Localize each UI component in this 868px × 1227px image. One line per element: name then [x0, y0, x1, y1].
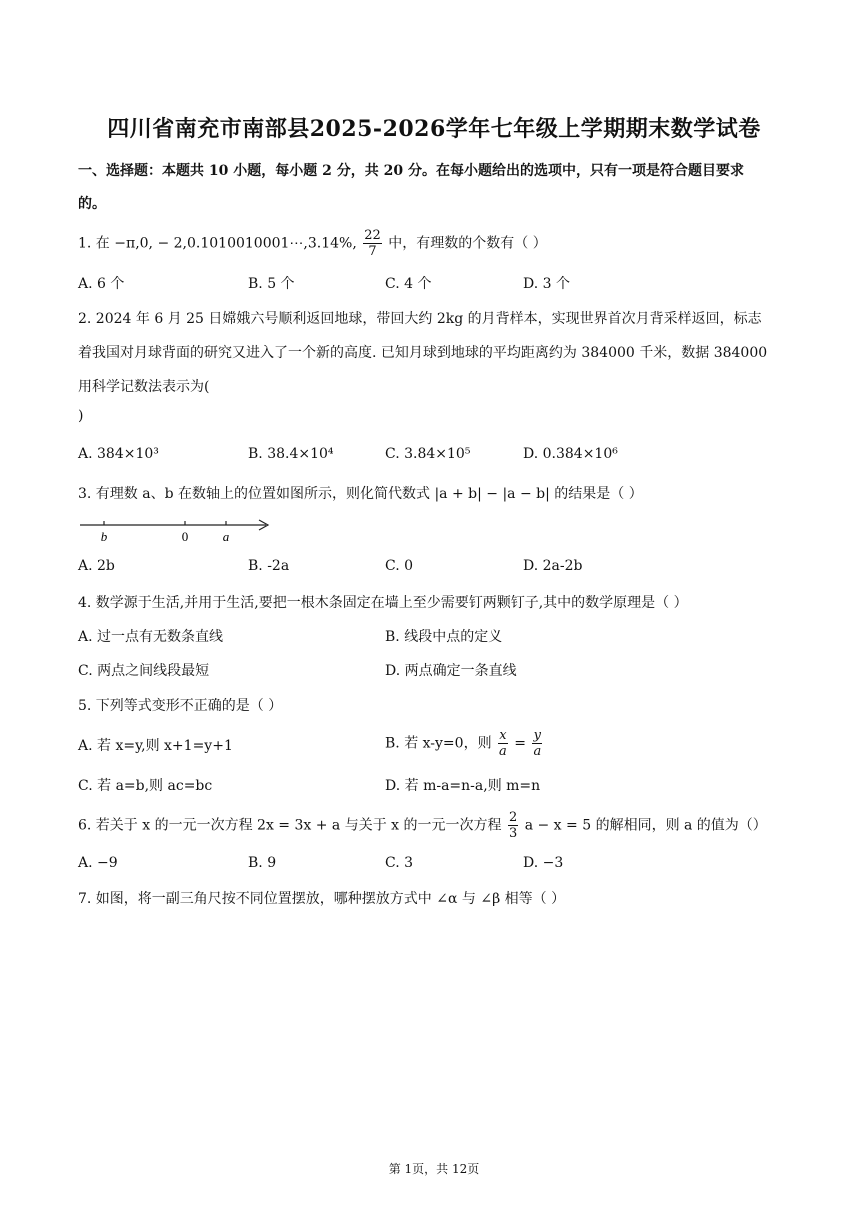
q6-stem: [78, 810, 767, 841]
q6-fraction: [508, 810, 518, 841]
q1-fraction: [363, 228, 382, 259]
q2-option-c: C. 3.84×10⁵: [385, 446, 471, 462]
q3-option-b: B. -2a: [248, 558, 290, 574]
q2-option-d: D. 0.384×10⁶: [523, 446, 618, 462]
q1-option-a: A. 6 个: [78, 276, 125, 292]
q5-optb-text: B. 若 x-y=0，则: [385, 735, 492, 752]
page-footer: 第 1页，共 12页: [388, 1162, 480, 1176]
q5-option-c: C. 若 a=b,则 ac=bc: [78, 778, 213, 794]
q1-frac-den: 7: [368, 244, 377, 259]
q3-option-c: C. 0: [385, 558, 414, 574]
label-a: a: [222, 529, 230, 544]
question-1-stem: [78, 228, 547, 259]
q4-stem: 4. 数学源于生活,并用于生活,要把一根木条固定在墙上至少需要钉两颗钉子,其中的数学原理是（ ）: [78, 595, 688, 611]
q5-frac-y-den: a: [533, 744, 542, 759]
q4-option-a: A. 过一点有无数条直线: [78, 629, 224, 645]
q2-line2: 着我国对月球背面的研究又进入了一个新的高度. 已知月球到地球的平均距离约为 384000 千米，数据 384000: [78, 345, 768, 361]
q5-optb-frac-x: [498, 728, 508, 759]
q6-option-b: B. 9: [248, 855, 277, 871]
q6-option-c: C. 3: [385, 855, 414, 871]
q4-option-d: D. 两点确定一条直线: [385, 663, 517, 679]
q1-stem-part-b: 中，有理数的个数有（ ）: [388, 235, 547, 252]
q5-frac-x-num: x: [499, 728, 507, 743]
q4-option-b: B. 线段中点的定义: [385, 629, 503, 645]
q5-option-a: A. 若 x=y,则 x+1=y+1: [78, 738, 233, 754]
q1-stem-part-a: 1. 在 −π,0, − 2,0.1010010001⋯,3.14%,: [78, 235, 357, 252]
q5-optb-equals: =: [514, 735, 526, 752]
q5-option-b: [385, 728, 544, 759]
q1-frac-num: 22: [364, 228, 381, 243]
q6-stem-part-b: a − x = 5 的解相同，则 a 的值为（）: [524, 817, 767, 834]
number-line-figure: [78, 513, 278, 553]
q2-line1: 2. 2024 年 6 月 25 日嫦娥六号顺利返回地球，带回大约 2kg 的月背样本，实现世界首次月背采样返回，标志: [78, 311, 762, 327]
q1-option-c: C. 4 个: [385, 276, 432, 292]
q1-option-d: D. 3 个: [523, 276, 570, 292]
section1-heading-line2: 的。: [78, 196, 106, 212]
q3-stem: 3. 有理数 a、b 在数轴上的位置如图所示，则化简代数式 |a + b| − |a − b| 的结果是（ ）: [78, 486, 643, 502]
q6-stem-part-a: 6. 若关于 x 的一元一次方程 2x = 3x + a 与关于 x 的一元一次方程: [78, 817, 502, 834]
q1-option-b: B. 5 个: [248, 276, 295, 292]
q4-option-c: C. 两点之间线段最短: [78, 663, 210, 679]
q2-line4: ): [78, 408, 84, 424]
q6-option-a: A. −9: [78, 855, 118, 871]
page-title: 四川省南充市南部县2025-2026学年七年级上学期期末数学试卷: [107, 116, 761, 142]
q3-option-a: A. 2b: [78, 558, 115, 574]
q2-option-a: A. 384×10³: [78, 446, 159, 462]
q5-optb-frac-y: [532, 728, 542, 759]
q5-frac-x-den: a: [499, 744, 507, 759]
q5-option-d: D. 若 m-a=n-a,则 m=n: [385, 778, 541, 794]
label-zero: 0: [181, 529, 189, 544]
q7-stem: 7. 如图，将一副三角尺按不同位置摆放，哪种摆放方式中 ∠α 与 ∠β 相等（ ）: [78, 891, 566, 907]
q2-option-b: B. 38.4×10⁴: [248, 446, 334, 462]
q6-frac-num: 2: [508, 810, 518, 825]
q6-frac-den: 3: [508, 826, 518, 841]
q6-option-d: D. −3: [523, 855, 564, 871]
q3-option-d: D. 2a-2b: [523, 558, 583, 574]
q2-line3: 用科学记数法表示为(: [78, 379, 210, 395]
label-b: b: [100, 529, 108, 544]
section1-heading-line1: 一、选择题：本题共 10 小题，每小题 2 分，共 20 分。在每小题给出的选项中，只有一项是符合题目要求: [78, 163, 744, 179]
q5-stem: 5. 下列等式变形不正确的是（ ）: [78, 698, 283, 714]
q5-frac-y-num: y: [533, 728, 541, 743]
